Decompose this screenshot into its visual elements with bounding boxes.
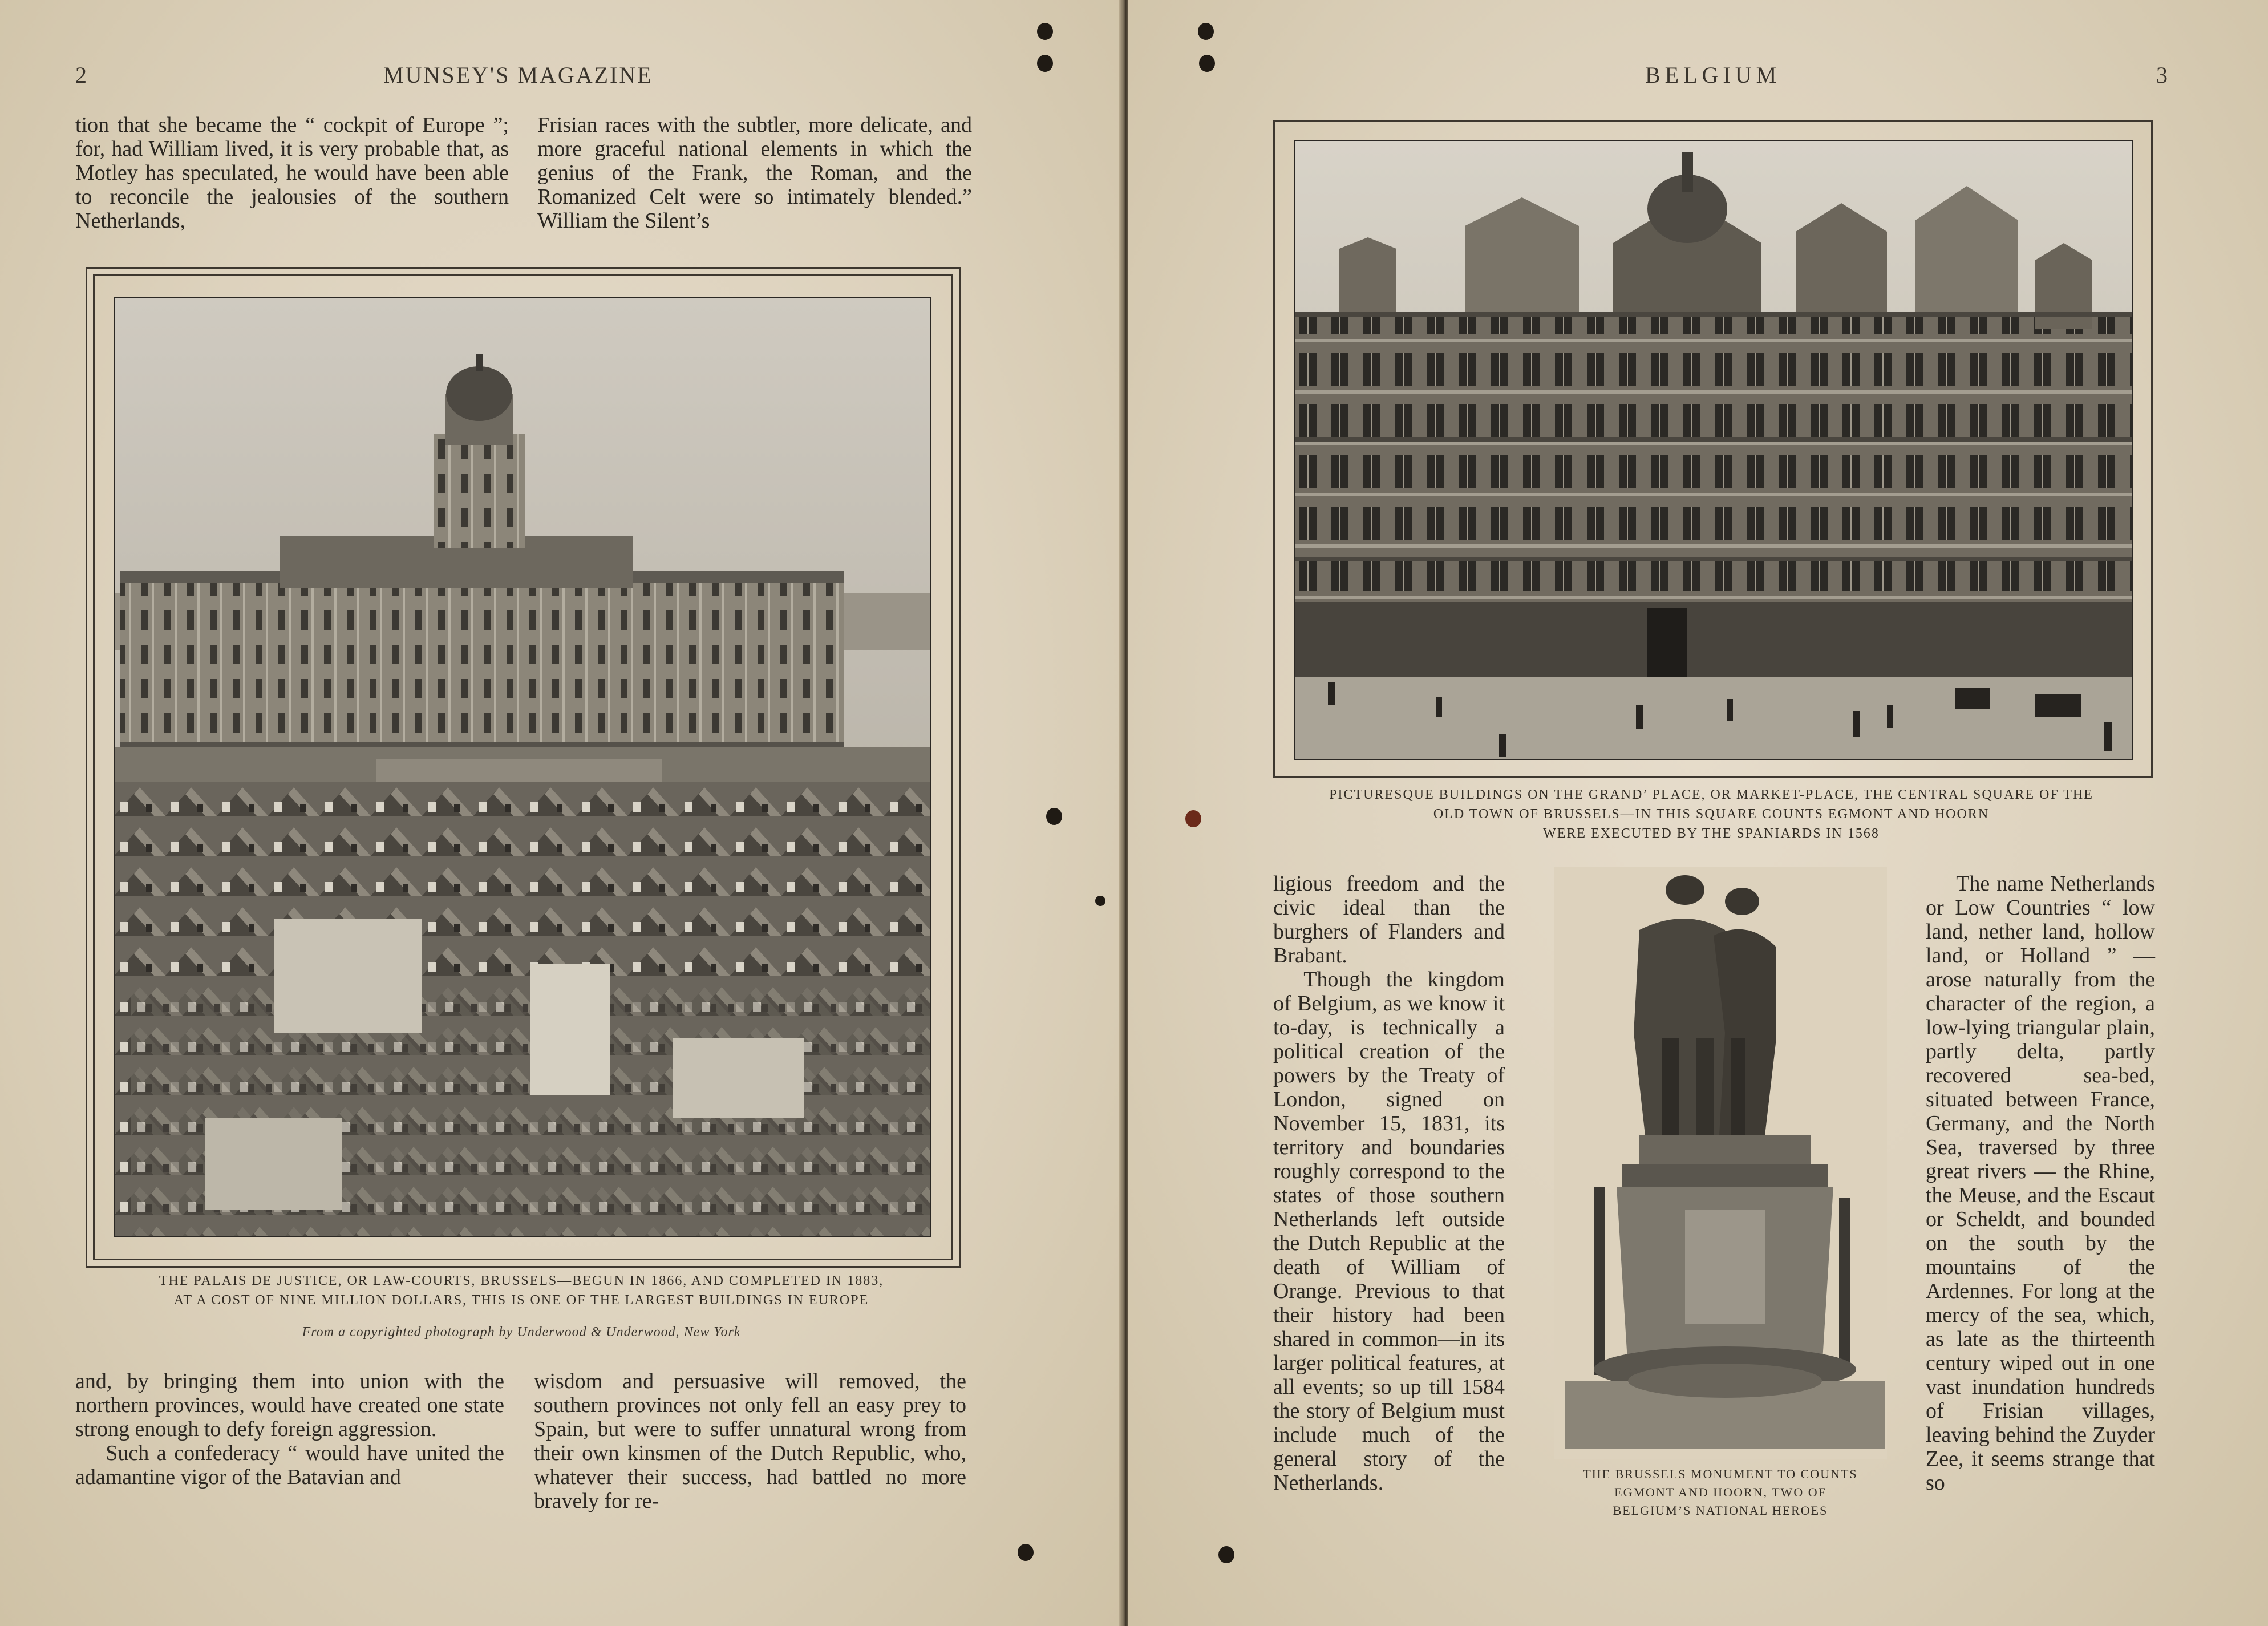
left-top-column-2: [537, 113, 972, 233]
running-head-right: BELGIUM: [1645, 62, 1781, 88]
binding-hole: [1018, 1544, 1034, 1561]
caption-line: EGMONT AND HOORN, TWO OF: [1614, 1485, 1826, 1499]
caption-line: OLD TOWN OF BRUSSELS—IN THIS SQUARE COUNTS EGMONT AND HOORN: [1433, 807, 1990, 822]
paragraph: Such a confederacy “ would have united the adamantine vigor of the Batavian and: [75, 1441, 504, 1489]
paragraph: Though the kingdom of Belgium, as we know it to-day, is technically a political creation of the powers by the Treaty of London, signed on November 15, 1831, its territory and boundaries roughly correspond to the states of those southern Netherlands left outside the Dutch Republic at the death of William of Orange. Previous to that their history had been shared in common—in its larger political features, at all events; so up till 1584 the story of Belgium must include much of the general story of the Netherlands.: [1273, 968, 1505, 1495]
binding-hole: [1199, 55, 1215, 72]
grand-place-caption: [1273, 785, 2149, 843]
left-page: [0, 0, 1123, 1626]
photo-credit: From a copyrighted photograph by Underwood & Underwood, New York: [302, 1325, 741, 1340]
binding-hole: [1198, 23, 1214, 40]
right-column-1: [1273, 872, 1505, 1495]
caption-line: WERE EXECUTED BY THE SPANIARDS IN 1568: [1543, 826, 1880, 841]
binding-hole: [1046, 808, 1062, 825]
binding-hole: [1037, 55, 1053, 72]
right-column-3: [1926, 872, 2155, 1495]
palais-caption: [86, 1271, 957, 1310]
binding-hole: [1037, 23, 1053, 40]
egmont-hoorn-monument-photo: [1554, 867, 1887, 1459]
caption-line: BELGIUM’S NATIONAL HEROES: [1613, 1503, 1828, 1518]
paragraph: The name Netherlands or Low Countries “ low land, nether land, hollow land, or Holland ” — arose naturally from the character of the region, a low-lying triangular plain, partly delta, partly recovered sea-bed, situated between France, Germany, and the North Sea, traversed by three great rivers — the Rhine, the Meuse, and the Escaut or Scheldt, and bounded on the south by the mountains of the Ardennes. For long at the mercy of the sea, which, as late as the thirteenth century wiped out in one vast inundation hundreds of Frisian villages, leaving behind the Zuyder Zee, it seems strange that so: [1926, 872, 2155, 1495]
paragraph: wisdom and persuasive will removed, the southern provinces not only fell an easy prey to Spain, but were to suffer unnatural wrong from their own kinsmen of the Dutch Republic, who, whatever their success, had battled no more bravely for re-: [534, 1369, 966, 1513]
caption-line: THE PALAIS DE JUSTICE, OR LAW-COURTS, BRUSSELS—BEGUN IN 1866, AND COMPLETED IN 1883,: [159, 1273, 884, 1288]
monument-caption: [1548, 1465, 1893, 1520]
left-bottom-column-1: [75, 1369, 504, 1489]
binding-hole: [1095, 896, 1105, 906]
paragraph: Frisian races with the subtler, more delicate, and more graceful national elements in which the genius of the Frank, the Roman, and the Romanized Celt were so intimately blended.” William the Silent’s: [537, 113, 972, 233]
caption-line: THE BRUSSELS MONUMENT TO COUNTS: [1583, 1467, 1858, 1481]
paragraph: ligious freedom and the civic ideal than the burghers of Flanders and Brabant.: [1273, 872, 1505, 968]
paragraph: and, by bringing them into union with the northern provinces, would have created one state strong enough to defy foreign aggression.: [75, 1369, 504, 1441]
page-number-right: 3: [2156, 62, 2168, 88]
palais-de-justice-photo: [114, 297, 931, 1237]
left-bottom-column-2: [534, 1369, 966, 1513]
left-top-column-1: [75, 113, 509, 233]
paragraph: tion that she became the “ cockpit of Europe ”; for, had William lived, it is very probable that, as Motley has speculated, he would have been able to reconcile the jealousies of the southern Netherlands,: [75, 113, 509, 233]
grand-place-photo: [1294, 140, 2133, 760]
running-head-left: MUNSEY'S MAGAZINE: [383, 62, 653, 88]
page-number-left: 2: [75, 62, 87, 88]
caption-line: AT A COST OF NINE MILLION DOLLARS, THIS IS ONE OF THE LARGEST BUILDINGS IN EUROPE: [173, 1293, 869, 1308]
binding-hole: [1218, 1546, 1234, 1563]
right-page: [1128, 0, 2268, 1626]
binding-hole: [1185, 810, 1201, 827]
caption-line: PICTURESQUE BUILDINGS ON THE GRAND’ PLACE, OR MARKET-PLACE, THE CENTRAL SQUARE OF THE: [1329, 787, 2093, 802]
